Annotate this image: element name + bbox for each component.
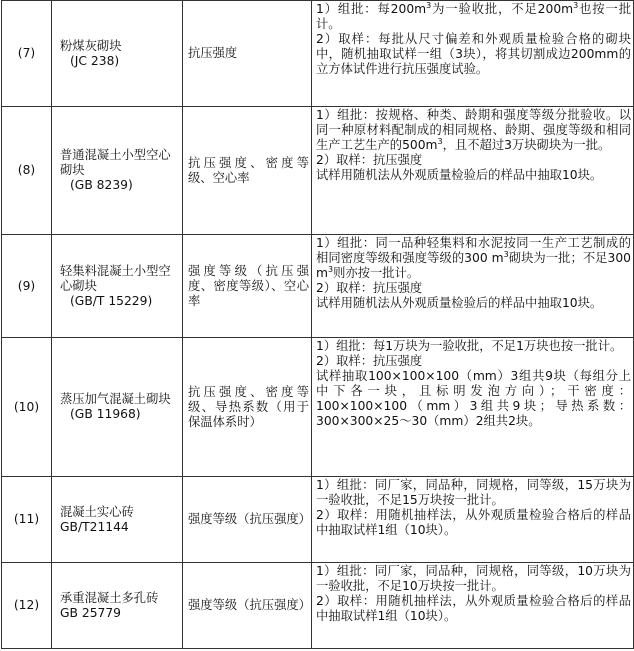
standard-code: (GB 8239) (70, 178, 133, 192)
sampling-detail: 试样抽取100×100×100（mm）3组共9块（每组分上中下各一块，且标明发泡方向）；干密度：100×100×100（mm）3组共9块；导热系数：300×300×25～30（mm）2组共2块。 (316, 369, 631, 428)
sampling-rule: 2）取样：用随机抽样法，从外观质量检验合格后的样品中抽取试样1组（10块）。 (316, 594, 631, 623)
row-number: (7) (2, 1, 52, 107)
sampling-rule: 2）取样：抗压强度 (316, 281, 423, 295)
sampling-detail: 试样用随机法从外观质量检验后的样品中抽取10块。 (316, 168, 603, 182)
sampling-spec-cell (312, 477, 634, 563)
material-name-cell (52, 1, 183, 107)
table-row (2, 338, 634, 477)
test-items: 强度等级（抗压强度、密度等级）、空心率 (183, 235, 312, 338)
test-items: 抗压强度 (183, 1, 312, 107)
material-name: 蒸压加气混凝土砌块 (60, 392, 171, 406)
standard-code: (GB/T 15229) (70, 293, 153, 308)
table-row (2, 235, 634, 338)
material-name: 承重混凝土多孔砖 (60, 590, 159, 605)
sampling-rule: 2）取样：抗压强度 (316, 153, 423, 167)
sampling-spec-cell (312, 338, 634, 477)
material-name: 混凝土实心砖 (60, 504, 134, 519)
test-items: 强度等级（抗压强度） (183, 477, 312, 563)
row-number: (12) (2, 563, 52, 649)
material-name-cell (52, 563, 183, 649)
material-name-cell (52, 235, 183, 338)
test-items: 抗压强度、密度等级、导热系数（用于保温体系时） (183, 338, 312, 477)
material-name-cell (52, 107, 183, 235)
test-items: 抗压强度、密度等级、空心率 (183, 107, 312, 235)
batch-rule: 1）组批：同厂家，同品种，同规格，同等级，10万块为一验收批，不足10万块按一批计。 (316, 564, 631, 593)
material-name-cell (52, 338, 183, 477)
batch-rule: 1）组批：同一品种轻集料和水泥按同一生产工艺制成的相同密度等级和强度等级的300 $m^3$砌块为一批；不足300 $m^3$则亦按一批计。 (316, 236, 631, 280)
standard-code: GB/T21144 (60, 519, 129, 534)
material-name-cell (52, 477, 183, 563)
row-number: (9) (2, 235, 52, 338)
table-row (2, 107, 634, 235)
sampling-rule: 2）取样：每批从尺寸偏差和外观质量检验合格的砌块中，随机抽取试样一组（3块），将其切割成边200mm的立方体试件进行抗压强度试验。 (316, 32, 631, 76)
material-name: 粉煤灰砌块 (60, 38, 122, 53)
sampling-spec-cell (312, 563, 634, 649)
sampling-rule: 2）取样：抗压强度 (316, 354, 423, 368)
batch-rule: 1）组批：每$200m^3$为一验收批，不足$200m^3$也按一批计。 (316, 0, 631, 31)
material-name: 普通混凝土小型空心砌块 (60, 148, 171, 177)
row-number: (8) (2, 107, 52, 235)
standard-code: GB 25779 (60, 605, 121, 620)
row-number: (10) (2, 338, 52, 477)
batch-rule: 1）组批：按规格、种类、龄期和强度等级分批验收。以同一种原材料配制成的相同规格、龄期、强度等级和相同生产工艺生产的$500m^3$，且不超过3万块砌块为一批。 (316, 108, 631, 152)
test-items: 强度等级（抗压强度） (183, 563, 312, 649)
table-row (2, 1, 634, 107)
material-name: 轻集料混凝土小型空心砌块 (60, 263, 171, 293)
sampling-spec-cell (312, 107, 634, 235)
batch-rule: 1）组批：同厂家，同品种，同规格，同等级，15万块为一验收批，不足15万块按一批计。 (316, 478, 631, 507)
sampling-spec-cell (312, 1, 634, 107)
sampling-spec-cell (312, 235, 634, 338)
sampling-rule: 2）取样：用随机抽样法，从外观质量检验合格后的样品中抽取试样1组（10块）。 (316, 508, 631, 537)
batch-rule: 1）组批：每1万块为一验收批，不足1万块也按一批计。 (316, 339, 623, 353)
standard-code: (JC 238) (70, 53, 120, 68)
material-sampling-table (1, 0, 634, 649)
standard-code: (GB 11968) (70, 407, 141, 421)
table-row (2, 563, 634, 649)
sampling-detail: 试样用随机法从外观质量检验后的样品中抽取10块。 (316, 296, 603, 310)
row-number: (11) (2, 477, 52, 563)
table-row (2, 477, 634, 563)
